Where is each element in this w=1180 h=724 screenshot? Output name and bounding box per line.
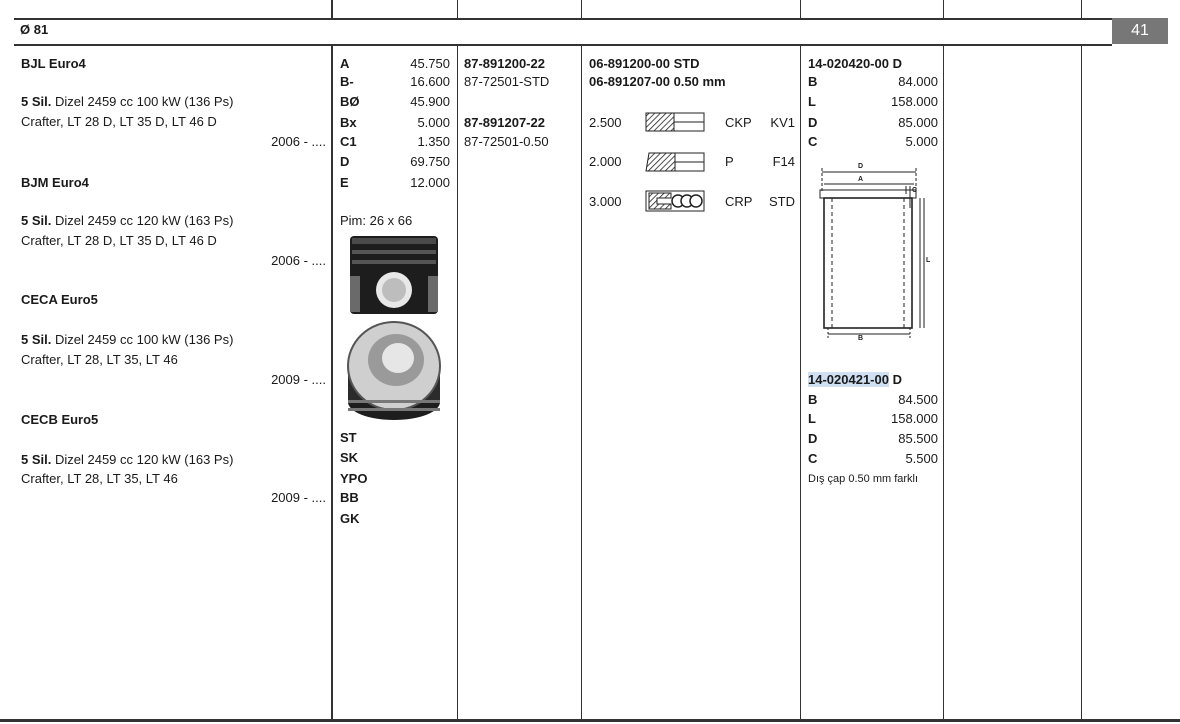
feature-code: SK [340,450,359,465]
piston-os-code: 87-891207-22 [464,115,545,130]
ring-type: CRP [725,194,753,209]
piston-std-ref: 87-72501-STD [464,74,550,89]
dim-value: 12.000 [410,175,450,190]
piston-os-ref: 87-72501-0.50 [464,134,549,149]
ring-code: STD [769,194,795,209]
feature-code: YPO [340,471,368,486]
compression-ring-icon [645,111,707,133]
dim-key: E [340,175,349,190]
cylinder-count: 5 Sil. [21,452,52,467]
piston-side-image [346,236,442,316]
engine-spec-text: Dizel 2459 cc 100 kW (136 Ps) [51,94,234,109]
production-years: 2006 - .... [271,134,326,149]
section-header-bar [14,18,1112,46]
liner-code [808,56,902,72]
dim-key: A [340,56,350,71]
engine-spec [21,452,233,468]
column-divider [1081,0,1082,18]
dim-value: 45.750 [410,56,450,71]
dim-key: Bx [340,115,357,130]
ring-code: KV1 [770,115,795,130]
feature-code: ST [340,430,357,445]
liner-dim-value: 84.500 [898,392,938,407]
liner-dim-value: 85.000 [898,115,938,130]
engine-spec [21,94,233,110]
engine-code: CECA Euro5 [21,292,98,307]
liner-dim-value: 5.500 [905,451,938,466]
engine-spec [21,332,233,348]
liner-dim-value: 158.000 [891,94,938,109]
liner-dim-key: D [808,431,818,446]
feature-code: BB [340,490,359,505]
ring-size: 2.500 [589,115,622,130]
liner-dim-value: 84.000 [898,74,938,89]
liner-dim-key: C [808,451,818,466]
ring-size: 2.000 [589,154,622,169]
liner-dim-key: D [808,115,818,130]
cylinder-liner-diagram [812,158,936,342]
page-number: 41 [1112,18,1168,44]
liner-dim-key: B [808,392,818,407]
cylinder-count: 5 Sil. [21,332,52,347]
dim-value: 69.750 [410,154,450,169]
engine-spec-text: Dizel 2459 cc 100 kW (136 Ps) [51,332,234,347]
liner-code [808,372,902,388]
column-divider [581,0,582,18]
engine-spec-text: Dizel 2459 cc 120 kW (163 Ps) [51,213,234,228]
liner-note: Dış çap 0.50 mm farklı [808,473,919,485]
liner-suffix: D [888,372,902,387]
vehicle-models: Crafter, LT 28 D, LT 35 D, LT 46 D [21,233,217,248]
column-divider [457,44,458,720]
liner-suffix: D [888,56,902,71]
liner-dim-key: B [808,74,818,89]
dim-value: 5.000 [417,115,450,130]
vehicle-models: Crafter, LT 28, LT 35, LT 46 [21,352,178,367]
column-divider [943,0,944,18]
ring-std-code: 06-891200-00 STD [589,56,700,71]
dim-key: B- [340,74,354,89]
liner-part-number: 14-020421-00 [808,372,889,387]
cylinder-count: 5 Sil. [21,213,52,228]
liner-label-c: C [912,187,918,194]
liner-label-l: L [926,257,931,264]
piston-std-code: 87-891200-22 [464,56,545,71]
liner-label-d: D [858,163,864,170]
engine-code: CECB Euro5 [21,412,99,427]
ring-code: F14 [772,154,795,169]
scraper-ring-icon [645,151,707,173]
liner-dim-value: 85.500 [898,431,938,446]
liner-part-number: 14-020420-00 [808,56,889,71]
ring-type: CKP [725,115,752,130]
column-divider [800,0,801,18]
vehicle-models: Crafter, LT 28 D, LT 35 D, LT 46 D [21,114,217,129]
dim-key: BØ [340,94,360,109]
liner-dim-key: L [808,94,816,109]
column-divider [331,0,333,18]
engine-spec-text: Dizel 2459 cc 120 kW (163 Ps) [51,452,234,467]
dim-key: C1 [340,134,357,149]
bottom-rule [0,719,1180,722]
production-years: 2009 - .... [271,490,326,505]
ring-os-code: 06-891207-00 0.50 mm [589,74,726,89]
liner-dim-value: 5.000 [905,134,938,149]
feature-code: GK [340,511,360,526]
production-years: 2006 - .... [271,253,326,268]
vehicle-models: Crafter, LT 28, LT 35, LT 46 [21,471,178,486]
dim-key: D [340,154,350,169]
pin-size: Pim: 26 x 66 [340,213,413,228]
column-divider [581,44,582,720]
liner-label-b: B [858,335,864,342]
liner-label-a: A [858,176,864,183]
engine-code: BJL Euro4 [21,56,86,71]
dim-value: 45.900 [410,94,450,109]
engine-spec [21,213,233,229]
column-divider [457,0,458,18]
production-years: 2009 - .... [271,372,326,387]
ring-type: P [725,154,734,169]
ring-size: 3.000 [589,194,622,209]
liner-dim-key: L [808,411,816,426]
column-divider [1081,44,1082,720]
oil-ring-icon [645,189,707,213]
liner-dim-value: 158.000 [891,411,938,426]
column-divider [800,44,801,720]
liner-dim-key: C [808,134,818,149]
cylinder-count: 5 Sil. [21,94,52,109]
dim-value: 16.600 [410,74,450,89]
engine-code: BJM Euro4 [21,175,89,190]
column-divider [943,44,944,720]
piston-top-image [346,318,442,422]
bore-diameter-label: Ø 81 [20,22,49,37]
column-divider [331,44,333,720]
dim-value: 1.350 [417,134,450,149]
